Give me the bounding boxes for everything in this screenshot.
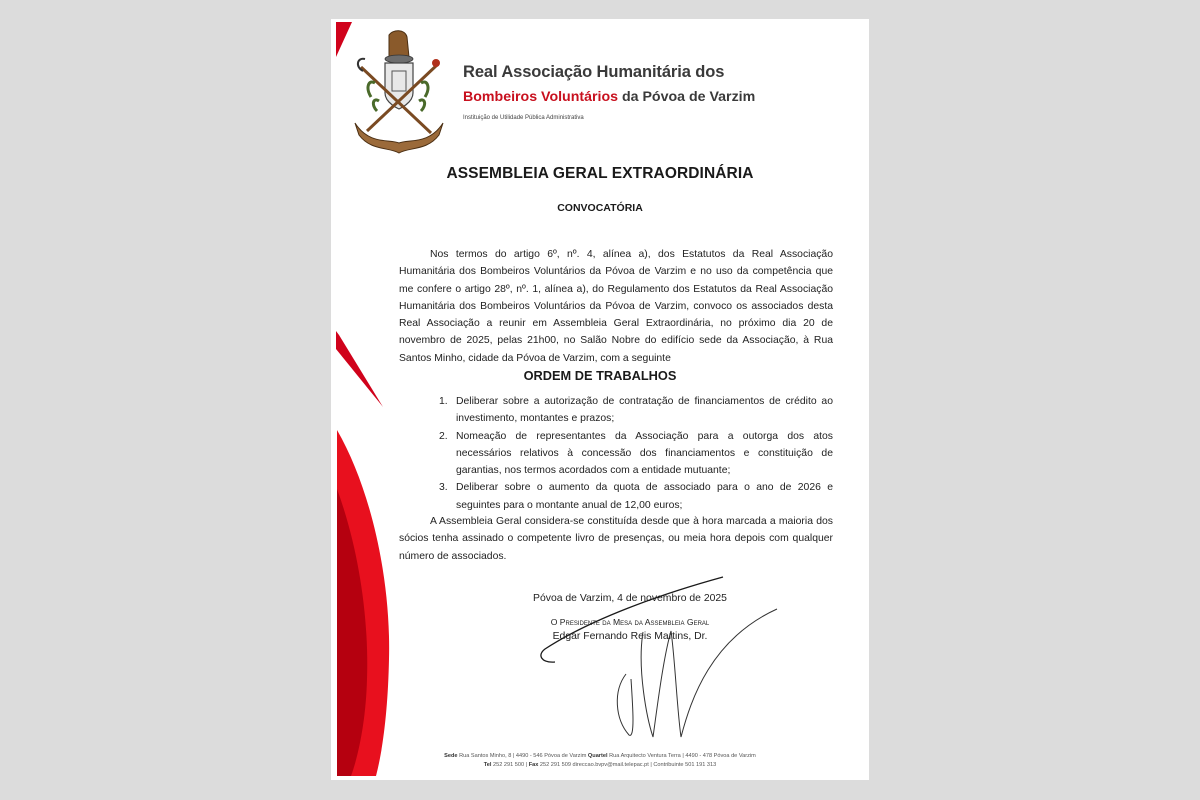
fire-brigade-crest-logo [349,27,449,155]
agenda-item-text: Deliberar sobre o aumento da quota de associado para o ano de 2026 e seguintes para o montante anual de 12,00 euros; [456,482,833,511]
document-page [331,19,869,780]
organization-status: Instituição de Utilidade Pública Administrativa [463,115,584,121]
place-and-date: Póvoa de Varzim, 4 de novembro de 2025 [533,593,727,604]
footer-fax-email-nif: 252 291 509 direccao.bvpv@mail.telepac.pt | Contribuinte 501 191 313 [538,762,717,768]
footer-sede-label: Sede [444,753,458,759]
document-title: ASSEMBLEIA GERAL EXTRAORDINÁRIA [446,165,754,182]
footer-fax-label: Fax [528,762,539,768]
agenda-item [439,479,833,514]
organization-name-line2 [463,89,755,105]
quorum-paragraph [399,513,833,565]
footer-address [331,753,869,759]
agenda-item-text: Deliberar sobre a autorização de contratação de financiamentos de crédito ao investimento, montantes e prazos; [456,396,833,425]
agenda-item [439,428,833,480]
quorum-paragraph-text: A Assembleia Geral considera-se constituída desde que à hora marcada a maioria dos sócios tenha assinado o competente livro de presenças, ou meia hora depois com qualquer número de associados. [399,516,833,562]
signer-name: Edgar Fernando Reis Martins, Dr. [552,631,708,642]
organization-name-highlight: Bombeiros Voluntários [463,89,619,105]
signer-role: O Presidente da Mesa da Assembleia Geral [550,617,710,627]
intro-paragraph [399,246,833,367]
organization-name-line1: Real Associação Humanitária dos [463,63,725,81]
footer-quartel-address: Rua Arquitecto Ventura Terra | 4490 - 478 Póvoa de Varzim [607,753,756,759]
organization-name-suffix: da Póvoa de Varzim [618,89,756,105]
agenda-item-number: 3. [439,482,448,494]
footer-tel: 252 291 500 | [491,762,529,768]
agenda-item-number: 2. [439,430,448,442]
footer-contacts [331,762,869,768]
intro-paragraph-text: Nos termos do artigo 6º, nº. 4, alínea a), dos Estatutos da Real Associação Humanitária dos Bombeiros Voluntários da Póvoa de Varzim e no uso da competência que me confere o artigo 28º, nº. 1, alínea a), do Regulamento dos Estatutos da Real Associação Humanitária dos Bombeiros Voluntários da Póvoa de Varzim, convoco os associados desta Real Associação a reunir em Assembleia Geral Extraordinária, no próximo dia 20 de novembro de 2025, pelas 21h00, no Salão Nobre do edifício sede da Associação, à Rua Santos Minho, cidade da Póvoa de Varzim, com a seguinte [399,249,833,364]
agenda-title: ORDEM DE TRABALHOS [523,368,677,383]
agenda-list [439,393,833,514]
agenda-item-number: 1. [439,396,448,407]
footer-tel-label: Tel [483,762,492,768]
document-subtitle: CONVOCATÓRIA [557,202,643,214]
footer-sede-address: Rua Santos Minho, 8 | 4490 - 546 Póvoa de Varzim [457,753,588,759]
footer-quartel-label: Quartel [587,753,608,759]
agenda-item [439,393,833,428]
agenda-item-text: Nomeação de representantes da Associação para a outorga dos atos necessários relativos à concessão dos financiamentos e constituição de garantias, nos termos acordados com a entidade mutuante; [456,430,833,477]
